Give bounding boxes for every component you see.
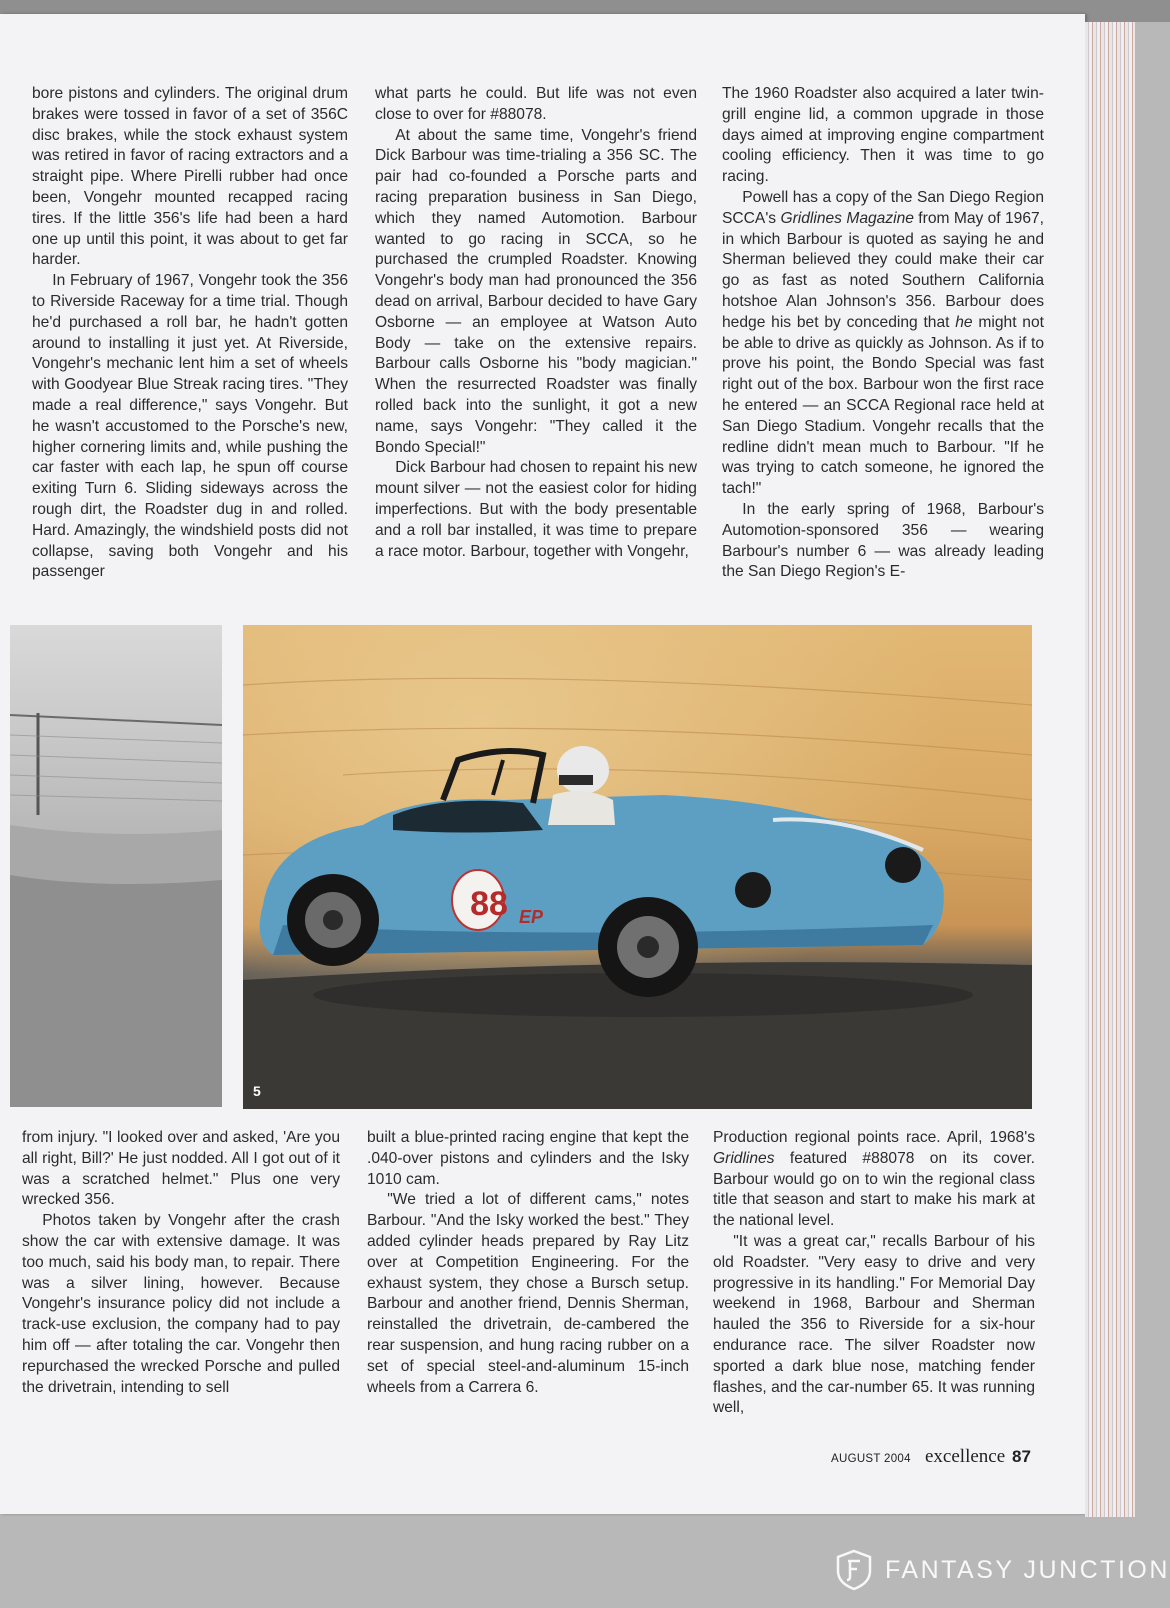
- paragraph: At about the same time, Vongehr's friend Dick Barbour was time-trialing a 356 SC. The pair had co-founded a Porsche parts and racing preparation business in San Diego, which they named Automotion. Barbour wanted to go racing in SCCA, so he purchased the crumpled Roadster. Knowing Vongehr's body man had pronounced the 356 dead on arrival, Barbour decided to have Gary Osborne — an employee at Watson Auto Body — take on the extensive repairs. Barbour calls Osborne his "body magician." When the resurrected Roadster was finally rolled back into the sunlight, it got a new name, says Vongehr: "They called it the Bondo Special!": [375, 126, 697, 456]
- magazine-title-italic: Gridlines Magazine: [780, 209, 914, 227]
- paragraph: "It was a great car," recalls Barbour of his old Roadster. "Very easy to drive and very progressive in its handling." For Memorial Day weekend in 1968, Barbour and Sherman hauled the 356 to Riverside for a six-hour endurance race. The silver Roadster now sported a dark blue nose, matching fender flashes, and the car-number 65. It was running well,: [713, 1232, 1035, 1417]
- photo-left-panel: [10, 625, 222, 1107]
- magazine-title-italic: Gridlines: [713, 1149, 775, 1167]
- fence-scene-illustration: [10, 625, 222, 1107]
- paragraph: The 1960 Roadster also acquired a later twin-grill engine lid, a common upgrade in those days aimed at improving engine compartment cooling efficiency. Then it was time to go racing.: [722, 85, 1044, 186]
- race-car-photo: [243, 625, 1032, 1109]
- watermark-text: FANTASY JUNCTION: [885, 1555, 1170, 1584]
- watermark: [835, 1550, 1170, 1590]
- article-column-6: [713, 1128, 1035, 1419]
- paragraph: In the early spring of 1968, Barbour's Automotion-sponsored 356 — wearing Barbour's number 6 — was already leading the San Diego Region's E-: [722, 500, 1044, 581]
- article-column-1: [32, 84, 348, 583]
- car-class-label: EP: [519, 907, 544, 927]
- article-column-5: [367, 1128, 689, 1398]
- paragraph: what parts he could. But life was not even close to over for #88078.: [375, 85, 697, 123]
- article-column-4: [22, 1128, 340, 1398]
- shield-logo-icon: [835, 1549, 873, 1591]
- magazine-name: excellence: [925, 1446, 1006, 1467]
- page-number: 87: [1012, 1447, 1031, 1466]
- porsche-roadster-illustration: [243, 625, 1032, 1109]
- paragraph: Production regional points race. April, 1968's Gridlines featured #88078 on its cover. Barbour would go on to win the regional class title that season and start to make his mark at the national level.: [713, 1129, 1035, 1230]
- paragraph: "We tried a lot of different cams," notes Barbour. "And the Isky worked the best." They added cylinder heads prepared by Ray Litz over at Competition Engineering. For the exhaust system, they chose a Bursch setup. Barbour and another friend, Dennis Sherman, reinstalled the drivetrain, de-cambered the rear suspension, and hung racing rubber on a set of special steel-and-aluminum 15-inch wheels from a Carrera 6.: [367, 1191, 689, 1396]
- issue-date: AUGUST 2004: [831, 1453, 911, 1465]
- paragraph: Photos taken by Vongehr after the crash show the car with extensive damage. It was too much, said his body man, to repair. There was a silver lining, however. Because Vongehr's insurance policy did not include a track-use exclusion, the company had to pay him off — after totaling the car. Vongehr then repurchased the wrecked Porsche and pulled the drivetrain, intending to sell: [22, 1212, 340, 1396]
- page-edges: [1085, 22, 1135, 1517]
- emphasis-italic: he: [955, 313, 973, 331]
- paragraph: from injury. "I looked over and asked, 'Are you all right, Bill?' He just nodded. All I got out of it was a scratched helmet." Plus one very wrecked 356.: [22, 1129, 340, 1209]
- car-number-roundel: 88: [470, 885, 508, 923]
- paragraph: bore pistons and cylinders. The original drum brakes were tossed in favor of a set of 356C disc brakes, while the stock exhaust system was retired in favor of racing extractors and a straight pipe. Where Pirelli rubber had once been, Vongehr mounted recapped racing tires. If the little 356's life had been a hard one up until this point, it was about to get far harder.: [32, 85, 348, 269]
- photo-number: 5: [253, 1083, 261, 1099]
- paragraph: Powell has a copy of the San Diego Region SCCA's Gridlines Magazine from May of 1967, in which Barbour is quoted as saying he and Sherman believed they could make their car go as fast as noted Southern California hotshoe Alan Johnson's 356. Barbour does hedge his bet by conceding that he might not be able to drive as quickly as Johnson. As if to prove his point, the Bondo Special was fast right out of the box. Barbour won the first race he entered — an SCCA Regional race held at San Diego Stadium. Vongehr recalls that the redline didn't mean much to Barbour. "If he was trying to catch someone, he ignored the tach!": [722, 188, 1044, 498]
- paragraph: built a blue-printed racing engine that kept the .040-over pistons and cylinders and the Isky 1010 cam.: [367, 1129, 689, 1188]
- paragraph: In February of 1967, Vongehr took the 356 to Riverside Raceway for a time trial. Though he'd purchased a roll bar, he hadn't gotten around to installing it just yet. At Riverside, Vongehr's mechanic lent him a set of wheels with Goodyear Blue Streak racing tires. "They made a real difference," says Vongehr. But he wasn't accustomed to the Porsche's new, higher cornering limits and, while pushing the car faster with each lap, he spun off course exiting Turn 6. Sliding sideways across the rough dirt, the Roadster dug in and rolled. Hard. Amazingly, the windshield posts did not collapse, saving both Vongehr and his passenger: [32, 272, 348, 581]
- article-column-3: [722, 84, 1044, 583]
- paragraph: Dick Barbour had chosen to repaint his new mount silver — not the easiest color for hiding imperfections. But with the body presentable and a roll bar installed, it was time to prepare a race motor. Barbour, together with Vongehr,: [375, 459, 697, 560]
- article-column-2: [375, 84, 697, 562]
